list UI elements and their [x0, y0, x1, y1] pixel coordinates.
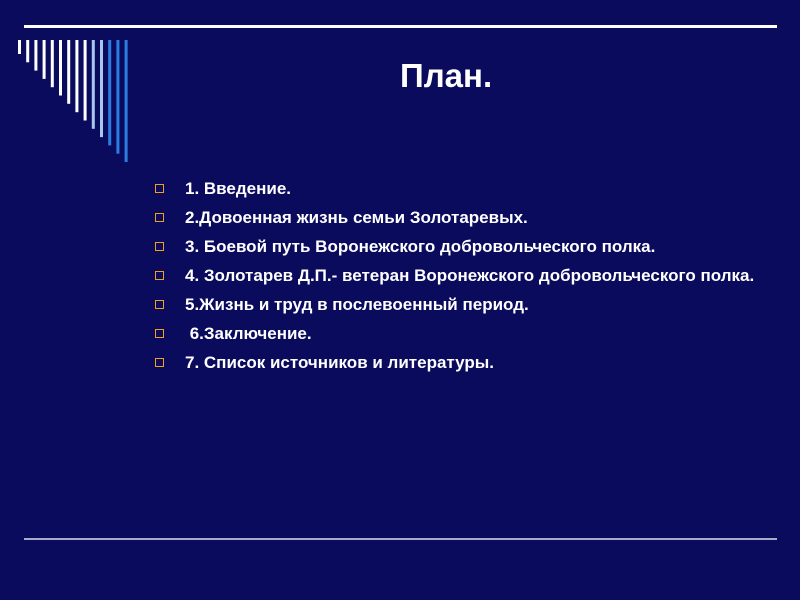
bottom-divider-line [24, 538, 777, 540]
decorative-stripe [75, 40, 78, 112]
decorative-stripe [43, 40, 46, 79]
plan-item-label: 1. Введение. [185, 179, 292, 198]
square-bullet-icon [155, 213, 164, 222]
square-bullet-icon [155, 184, 164, 193]
plan-item-label: 3. Боевой путь Воронежского добровольческого полка. [185, 237, 656, 256]
plan-item-combat-path [155, 236, 755, 257]
decorative-stripe [116, 40, 119, 154]
decorative-stripe [51, 40, 54, 87]
decorative-stripe [18, 40, 21, 54]
plan-list [155, 178, 755, 381]
decorative-stripe [59, 40, 62, 96]
plan-item-conclusion [155, 323, 755, 344]
plan-item-prewar-life [155, 207, 755, 228]
plan-item-sources [155, 352, 755, 373]
decorative-stripe [67, 40, 70, 104]
decorative-stripe [34, 40, 37, 71]
plan-item-label: 2.Довоенная жизнь семьи Золотаревых. [185, 208, 528, 227]
plan-item-label: 7. Список источников и литературы. [185, 353, 495, 372]
decorative-stripe [100, 40, 103, 137]
square-bullet-icon [155, 358, 164, 367]
decorative-stripe [92, 40, 95, 129]
square-bullet-icon [155, 271, 164, 280]
square-bullet-icon [155, 242, 164, 251]
decorative-stripe [84, 40, 87, 121]
decorative-stripes [0, 0, 140, 170]
decorative-stripe [125, 40, 128, 162]
plan-item-veteran [155, 265, 755, 286]
slide-title: План. [400, 57, 493, 94]
plan-item-postwar-life [155, 294, 755, 315]
plan-item-introduction [155, 178, 755, 199]
plan-item-label: 6.Заключение. [185, 324, 312, 343]
square-bullet-icon [155, 329, 164, 338]
plan-item-label: 4. Золотарев Д.П.- ветеран Воронежского добровольческого полка. [185, 266, 755, 285]
plan-item-label: 5.Жизнь и труд в послевоенный период. [185, 295, 529, 314]
square-bullet-icon [155, 300, 164, 309]
decorative-stripe [26, 40, 29, 62]
decorative-stripe [108, 40, 111, 145]
